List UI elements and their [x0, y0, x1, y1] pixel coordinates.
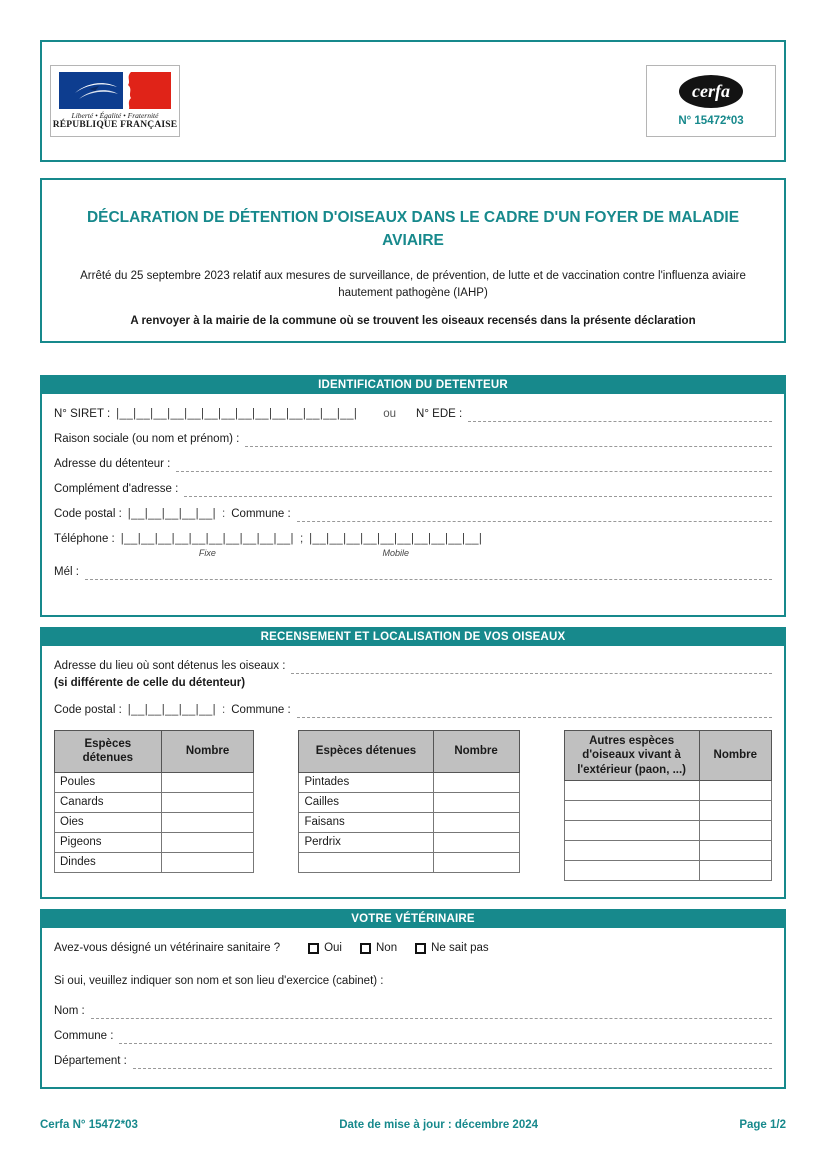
- nombre-cell-input[interactable]: [433, 772, 519, 792]
- adresse-detenteur-label: Adresse du détenteur :: [54, 458, 171, 470]
- code-postal-label: Code postal :: [54, 507, 122, 520]
- cerfa-number: N° 15472*03: [678, 115, 744, 127]
- complement-adresse-field-line[interactable]: [184, 484, 772, 497]
- table-row: [564, 841, 771, 861]
- nombre-cell-input[interactable]: [161, 772, 254, 792]
- table-row: [564, 801, 771, 821]
- checkbox-ne-sait-pas[interactable]: [415, 943, 426, 954]
- logo-republic: RÉPUBLIQUE FRANÇAISE: [52, 120, 178, 130]
- table-row: [564, 821, 771, 841]
- title-block: [40, 178, 786, 343]
- table1-nombre-header: Nombre: [161, 730, 254, 772]
- table3-nombre-header: Nombre: [699, 730, 771, 780]
- option-ne-sait-pas[interactable]: [415, 941, 489, 956]
- nombre-cell-input[interactable]: [699, 841, 771, 861]
- table1-species-header: Espèces détenues: [55, 730, 162, 772]
- table2-nombre-header: Nombre: [433, 730, 519, 772]
- veterinaire-instruction: Si oui, veuillez indiquer son nom et son lieu d'exercice (cabinet) :: [54, 975, 384, 988]
- table-row: [55, 832, 254, 852]
- table-row: [299, 812, 519, 832]
- species-name: Canards: [55, 792, 162, 812]
- section-recensement-header: RECENSEMENT ET LOCALISATION DE VOS OISEAUX: [42, 629, 784, 646]
- nombre-cell-input[interactable]: [161, 852, 254, 872]
- species-name: Faisans: [299, 812, 433, 832]
- vet-commune-label: Commune :: [54, 1029, 114, 1042]
- telephone-separator: ;: [299, 532, 304, 545]
- table-row: [299, 792, 519, 812]
- ede-field-line[interactable]: [468, 409, 772, 422]
- footer-cerfa-number: Cerfa N° 15472*03: [40, 1118, 138, 1131]
- option-non-label: Non: [376, 942, 398, 955]
- code-postal-cells-field[interactable]: |__|__|__|__|__|: [127, 507, 217, 520]
- section-identification-header: IDENTIFICATION DU DETENTEUR: [42, 377, 784, 394]
- table-row: [299, 772, 519, 792]
- species-name: Pigeons: [55, 832, 162, 852]
- form-subtitle: Arrêté du 25 septembre 2023 relatif aux mesures de surveillance, de prévention, de lutte et de vaccination contre l'influenza aviaire hautement pathogène (IAHP): [80, 269, 746, 300]
- nombre-cell-input[interactable]: [161, 812, 254, 832]
- adresse-lieu-field-line[interactable]: [291, 661, 772, 674]
- option-oui-label: Oui: [324, 942, 342, 955]
- option-non[interactable]: [360, 941, 397, 956]
- vet-departement-label: Département :: [54, 1054, 127, 1067]
- logo-motto: Liberté • Égalité • Fraternité: [71, 111, 159, 120]
- commune-lieu-label: Commune :: [231, 704, 291, 716]
- species-name-input[interactable]: [564, 781, 699, 801]
- table2-species-header: Espèces détenues: [299, 730, 433, 772]
- adresse-lieu-label: Adresse du lieu où sont détenus les oiseaux :: [54, 660, 286, 673]
- species-name: Oies: [55, 812, 162, 832]
- nombre-cell-input[interactable]: [161, 792, 254, 812]
- veterinaire-options: [308, 941, 489, 956]
- table-row: [564, 781, 771, 801]
- fixe-caption: Fixe: [198, 547, 216, 558]
- table-row: [55, 772, 254, 792]
- species-name-input[interactable]: [564, 861, 699, 881]
- footer-page-number: Page 1/2: [739, 1118, 786, 1131]
- colon-separator: :: [222, 507, 226, 520]
- species-name: Cailles: [299, 792, 433, 812]
- cerfa-brand: cerfa: [692, 81, 730, 101]
- telephone-label: Téléphone :: [54, 532, 115, 545]
- commune-field-line[interactable]: [297, 509, 772, 522]
- ede-label: N° EDE :: [416, 408, 463, 421]
- veterinaire-question: Avez-vous désigné un vétérinaire sanitaire ?: [54, 942, 281, 955]
- raison-sociale-label: Raison sociale (ou nom et prénom) :: [54, 433, 240, 446]
- siret-label: N° SIRET :: [54, 408, 111, 421]
- header-band: [40, 40, 786, 162]
- section-recensement: [40, 627, 786, 899]
- table-row: [55, 852, 254, 872]
- vet-nom-label: Nom :: [54, 1005, 85, 1017]
- code-postal-lieu-label: Code postal :: [54, 704, 122, 716]
- species-tables: [54, 730, 772, 881]
- republique-francaise-logo: [50, 65, 180, 137]
- nombre-cell-input[interactable]: [699, 801, 771, 821]
- table-row: [55, 812, 254, 832]
- nombre-cell-input[interactable]: [161, 832, 254, 852]
- nombre-cell-input[interactable]: [699, 821, 771, 841]
- species-name: Pintades: [299, 772, 433, 792]
- checkbox-oui[interactable]: [308, 943, 319, 954]
- mel-label: Mél :: [54, 566, 79, 579]
- table-row: [55, 792, 254, 812]
- code-postal-lieu-cells-field[interactable]: |__|__|__|__|__|: [127, 704, 217, 716]
- nombre-cell-input[interactable]: [433, 832, 519, 852]
- adresse-detenteur-field-line[interactable]: [176, 459, 772, 472]
- option-ne-sait-pas-label: Ne sait pas: [431, 942, 489, 955]
- colon-separator: :: [222, 704, 226, 716]
- page-footer: [40, 1119, 786, 1131]
- cerfa-logo-icon: [679, 75, 743, 108]
- table-row: [299, 852, 519, 872]
- species-name-input[interactable]: [564, 841, 699, 861]
- nombre-cell-input[interactable]: [433, 792, 519, 812]
- species-name: Dindes: [55, 852, 162, 872]
- species-name-input[interactable]: [564, 801, 699, 821]
- species-name-input[interactable]: [299, 852, 433, 872]
- commune-label: Commune :: [231, 507, 291, 520]
- footer-update-date: Date de mise à jour : décembre 2024: [339, 1118, 539, 1131]
- marianne-flag-icon: [59, 72, 171, 109]
- nombre-cell-input[interactable]: [699, 781, 771, 801]
- vet-commune-field-line[interactable]: [119, 1031, 772, 1044]
- telephone-mobile-cells-field[interactable]: |__|__|__|__|__|__|__|__|__|__|: [309, 532, 483, 545]
- telephone-fixe-cells-field[interactable]: |__|__|__|__|__|__|__|__|__|__|: [120, 532, 294, 545]
- species-name: Poules: [55, 772, 162, 792]
- mel-field-line[interactable]: [85, 567, 772, 580]
- nombre-cell-input[interactable]: [699, 861, 771, 881]
- checkbox-non[interactable]: [360, 943, 371, 954]
- section-veterinaire-header: VOTRE VÉTÉRINAIRE: [42, 911, 784, 928]
- cerfa-badge: [646, 65, 776, 137]
- commune-lieu-field-line[interactable]: [297, 705, 772, 718]
- nombre-cell-input[interactable]: [433, 852, 519, 872]
- table-row: [299, 832, 519, 852]
- table-row: [564, 861, 771, 881]
- species-table-2: [298, 730, 519, 873]
- vet-nom-field-line[interactable]: [91, 1006, 772, 1019]
- form-title: DÉCLARATION DE DÉTENTION D'OISEAUX DANS LE CADRE D'UN FOYER DE MALADIE AVIAIRE: [86, 209, 740, 250]
- section-identification: [40, 375, 786, 617]
- species-name: Perdrix: [299, 832, 433, 852]
- raison-sociale-field-line[interactable]: [245, 434, 772, 447]
- section-veterinaire: [40, 909, 786, 1089]
- adresse-lieu-note: (si différente de celle du détenteur): [54, 677, 246, 690]
- siret-cells-field[interactable]: |__|__|__|__|__|__|__|__|__|__|__|__|__|__|: [116, 408, 358, 421]
- return-instruction: A renvoyer à la mairie de la commune où se trouvent les oiseaux recensés dans la présente déclaration: [130, 315, 696, 328]
- option-oui[interactable]: [308, 941, 342, 956]
- nombre-cell-input[interactable]: [433, 812, 519, 832]
- species-name-input[interactable]: [564, 821, 699, 841]
- complement-adresse-label: Complément d'adresse :: [54, 482, 179, 495]
- table3-species-header: Autres espèces d'oiseaux vivant à l'extérieur (paon, ...): [564, 730, 699, 780]
- mobile-caption: Mobile: [382, 547, 409, 558]
- vet-departement-field-line[interactable]: [133, 1056, 772, 1069]
- species-table-3: [564, 730, 772, 881]
- or-label: ou: [383, 408, 397, 421]
- species-table-1: [54, 730, 254, 873]
